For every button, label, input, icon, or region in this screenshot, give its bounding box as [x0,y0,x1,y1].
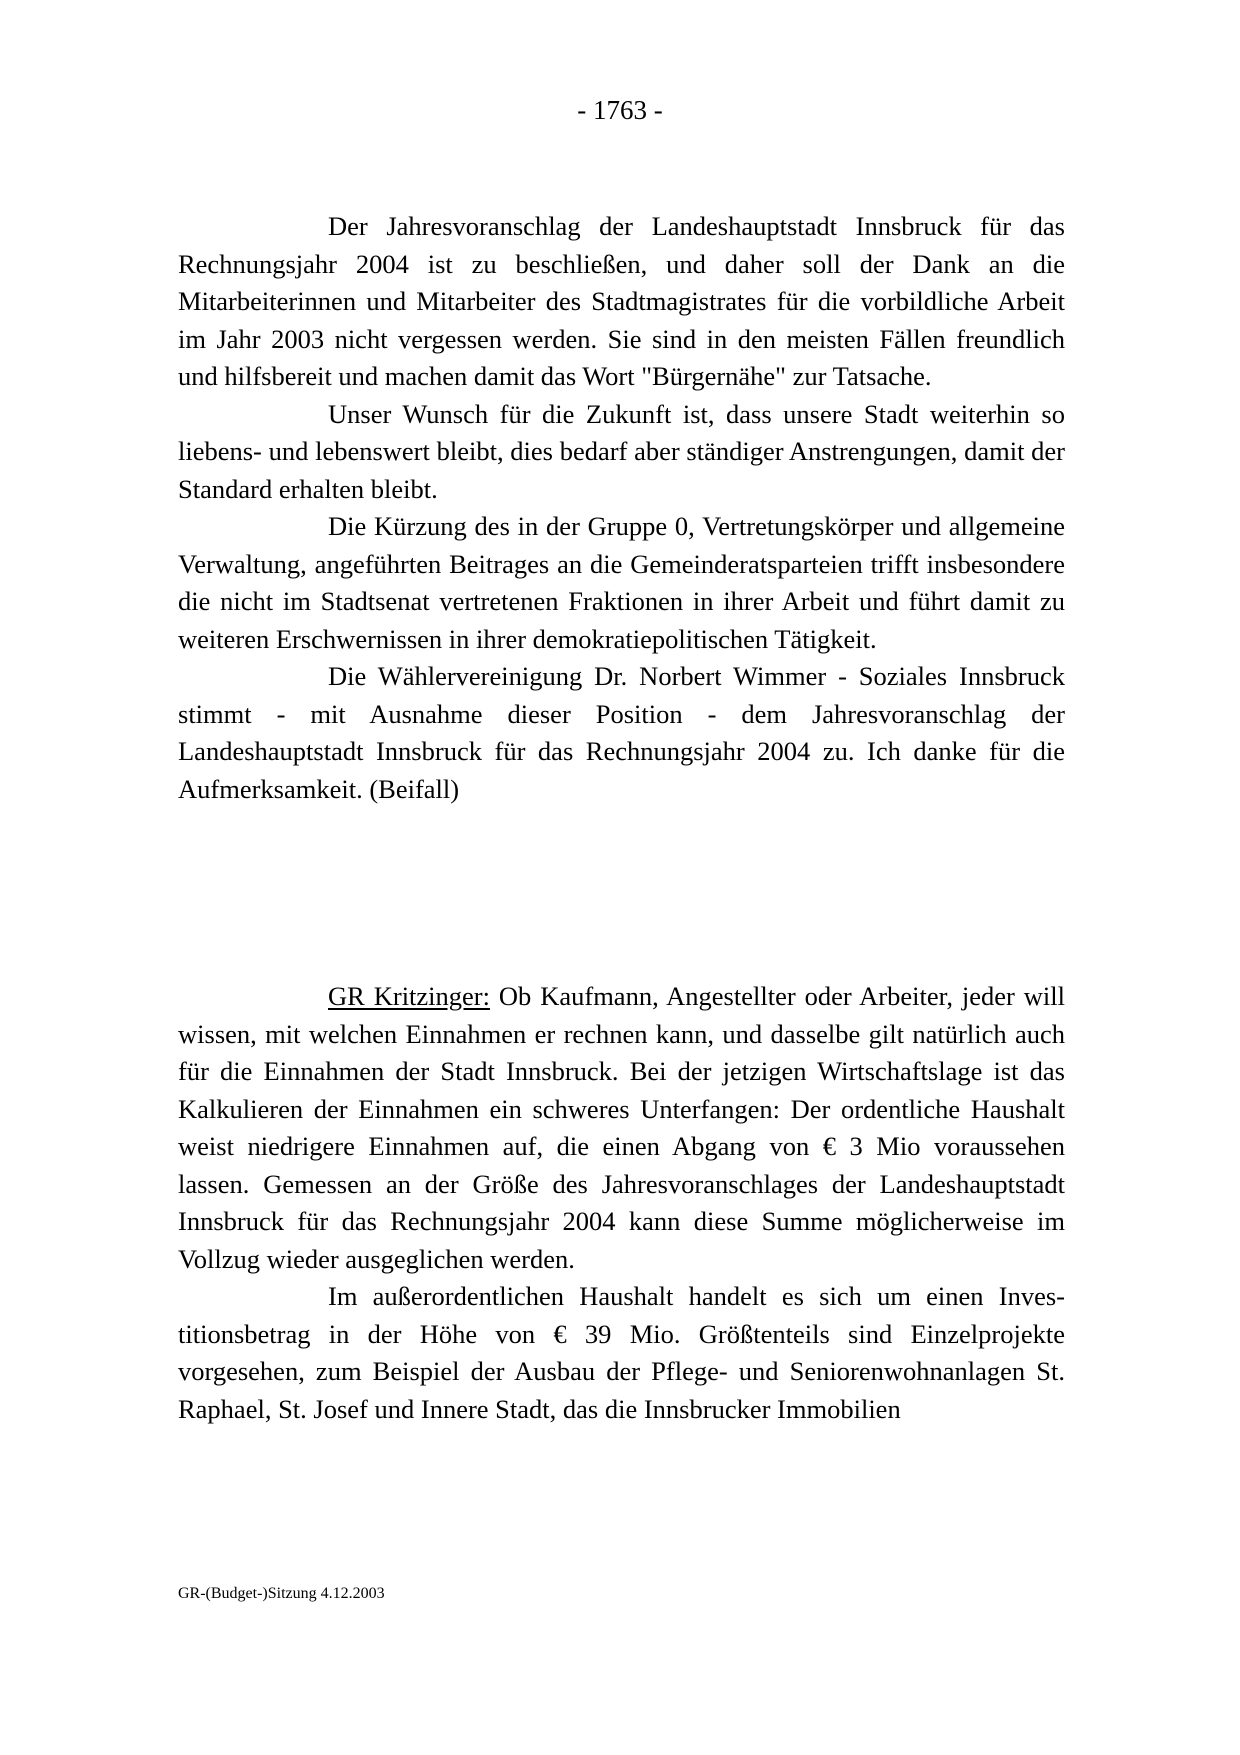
statement-section-wimmer [178,208,1065,808]
paragraph-funding-cut: Die Kürzung des in der Gruppe 0, Vertretungskörper und allgemeine Verwaltung, angeführten Beitrages an die Gemeinderatsparteien trifft insbesondere die nicht im Stadtsenat vertretenen Fraktionen in ihrer Arbeit und führt damit zu weiteren Erschwernissen in ihrer demokratiepolitischen Tätigkeit. [178,511,1065,654]
speaker-name: GR Kritzinger: [328,981,490,1011]
paragraph-vote-statement: Die Wählervereinigung Dr. Norbert Wimmer - Soziales Innsbruck stimmt - mit Ausnahme dieser Position - dem Jahresvoranschlag der Landeshauptstadt Innsbruck für das Rechnungsjahr 2004 zu. Ich danke für die Aufmerksamkeit. (Beifall) [178,661,1065,804]
paragraph-investment: Im außerordentlichen Haushalt handelt es sich um einen Investitionsbetrag in der Höhe von € 39 Mio. Größtenteils sind Einzelprojekte vorgesehen, zum Beispiel der Ausbau der Pflege- und Seniorenwohnanlagen St. Raphael, St. Josef und Innere Stadt, das die Innsbrucker Immobilien [178,1281,1065,1424]
statement-section-kritzinger [178,978,1065,1428]
paragraph-budget-thanks: Der Jahresvoranschlag der Landeshauptstadt Innsbruck für das Rechnungsjahr 2004 ist zu beschließen, und daher soll der Dank an die Mitarbeiterinnen und Mitarbeiter des Stadtmagistrates für die vorbildliche Arbeit im Jahr 2003 nicht vergessen werden. Sie sind in den meisten Fällen freundlich und hilfsbereit und machen damit das Wort "Bürgernähe" zur Tatsache. [178,211,1065,391]
footer-session-label: GR-(Budget-)Sitzung 4.12.2003 [178,1585,385,1602]
page-number: - 1763 - [577,95,663,125]
paragraph-revenue [178,978,1065,1278]
paragraph-future-wish: Unser Wunsch für die Zukunft ist, dass unsere Stadt weiterhin so liebens- und lebenswert bleibt, dies bedarf aber ständiger Anstrengungen, damit der Standard erhalten bleibt. [178,398,1065,504]
paragraph-revenue-text: Ob Kaufmann, Angestellter oder Arbeiter, jeder will wissen, mit welchen Einnahmen er rechnen kann, und dasselbe gilt natürlich auch für die Einnahmen der Stadt Innsbruck. Bei der jetzigen Wirtschaftslage ist das Kalkulieren der Einnahmen ein schweres Unterfangen: Der ordentliche Haushalt weist niedrigere Einnahmen auf, die einen Abgang von € 3 Mio voraussehen lassen. Gemessen an der Größe des Jahresvoranschlages der Landeshauptstadt Innsbruck für das Rechnungsjahr 2004 kann diese Summe möglicherweise im Vollzug wieder ausgeglichen werden. [178,981,1065,1274]
